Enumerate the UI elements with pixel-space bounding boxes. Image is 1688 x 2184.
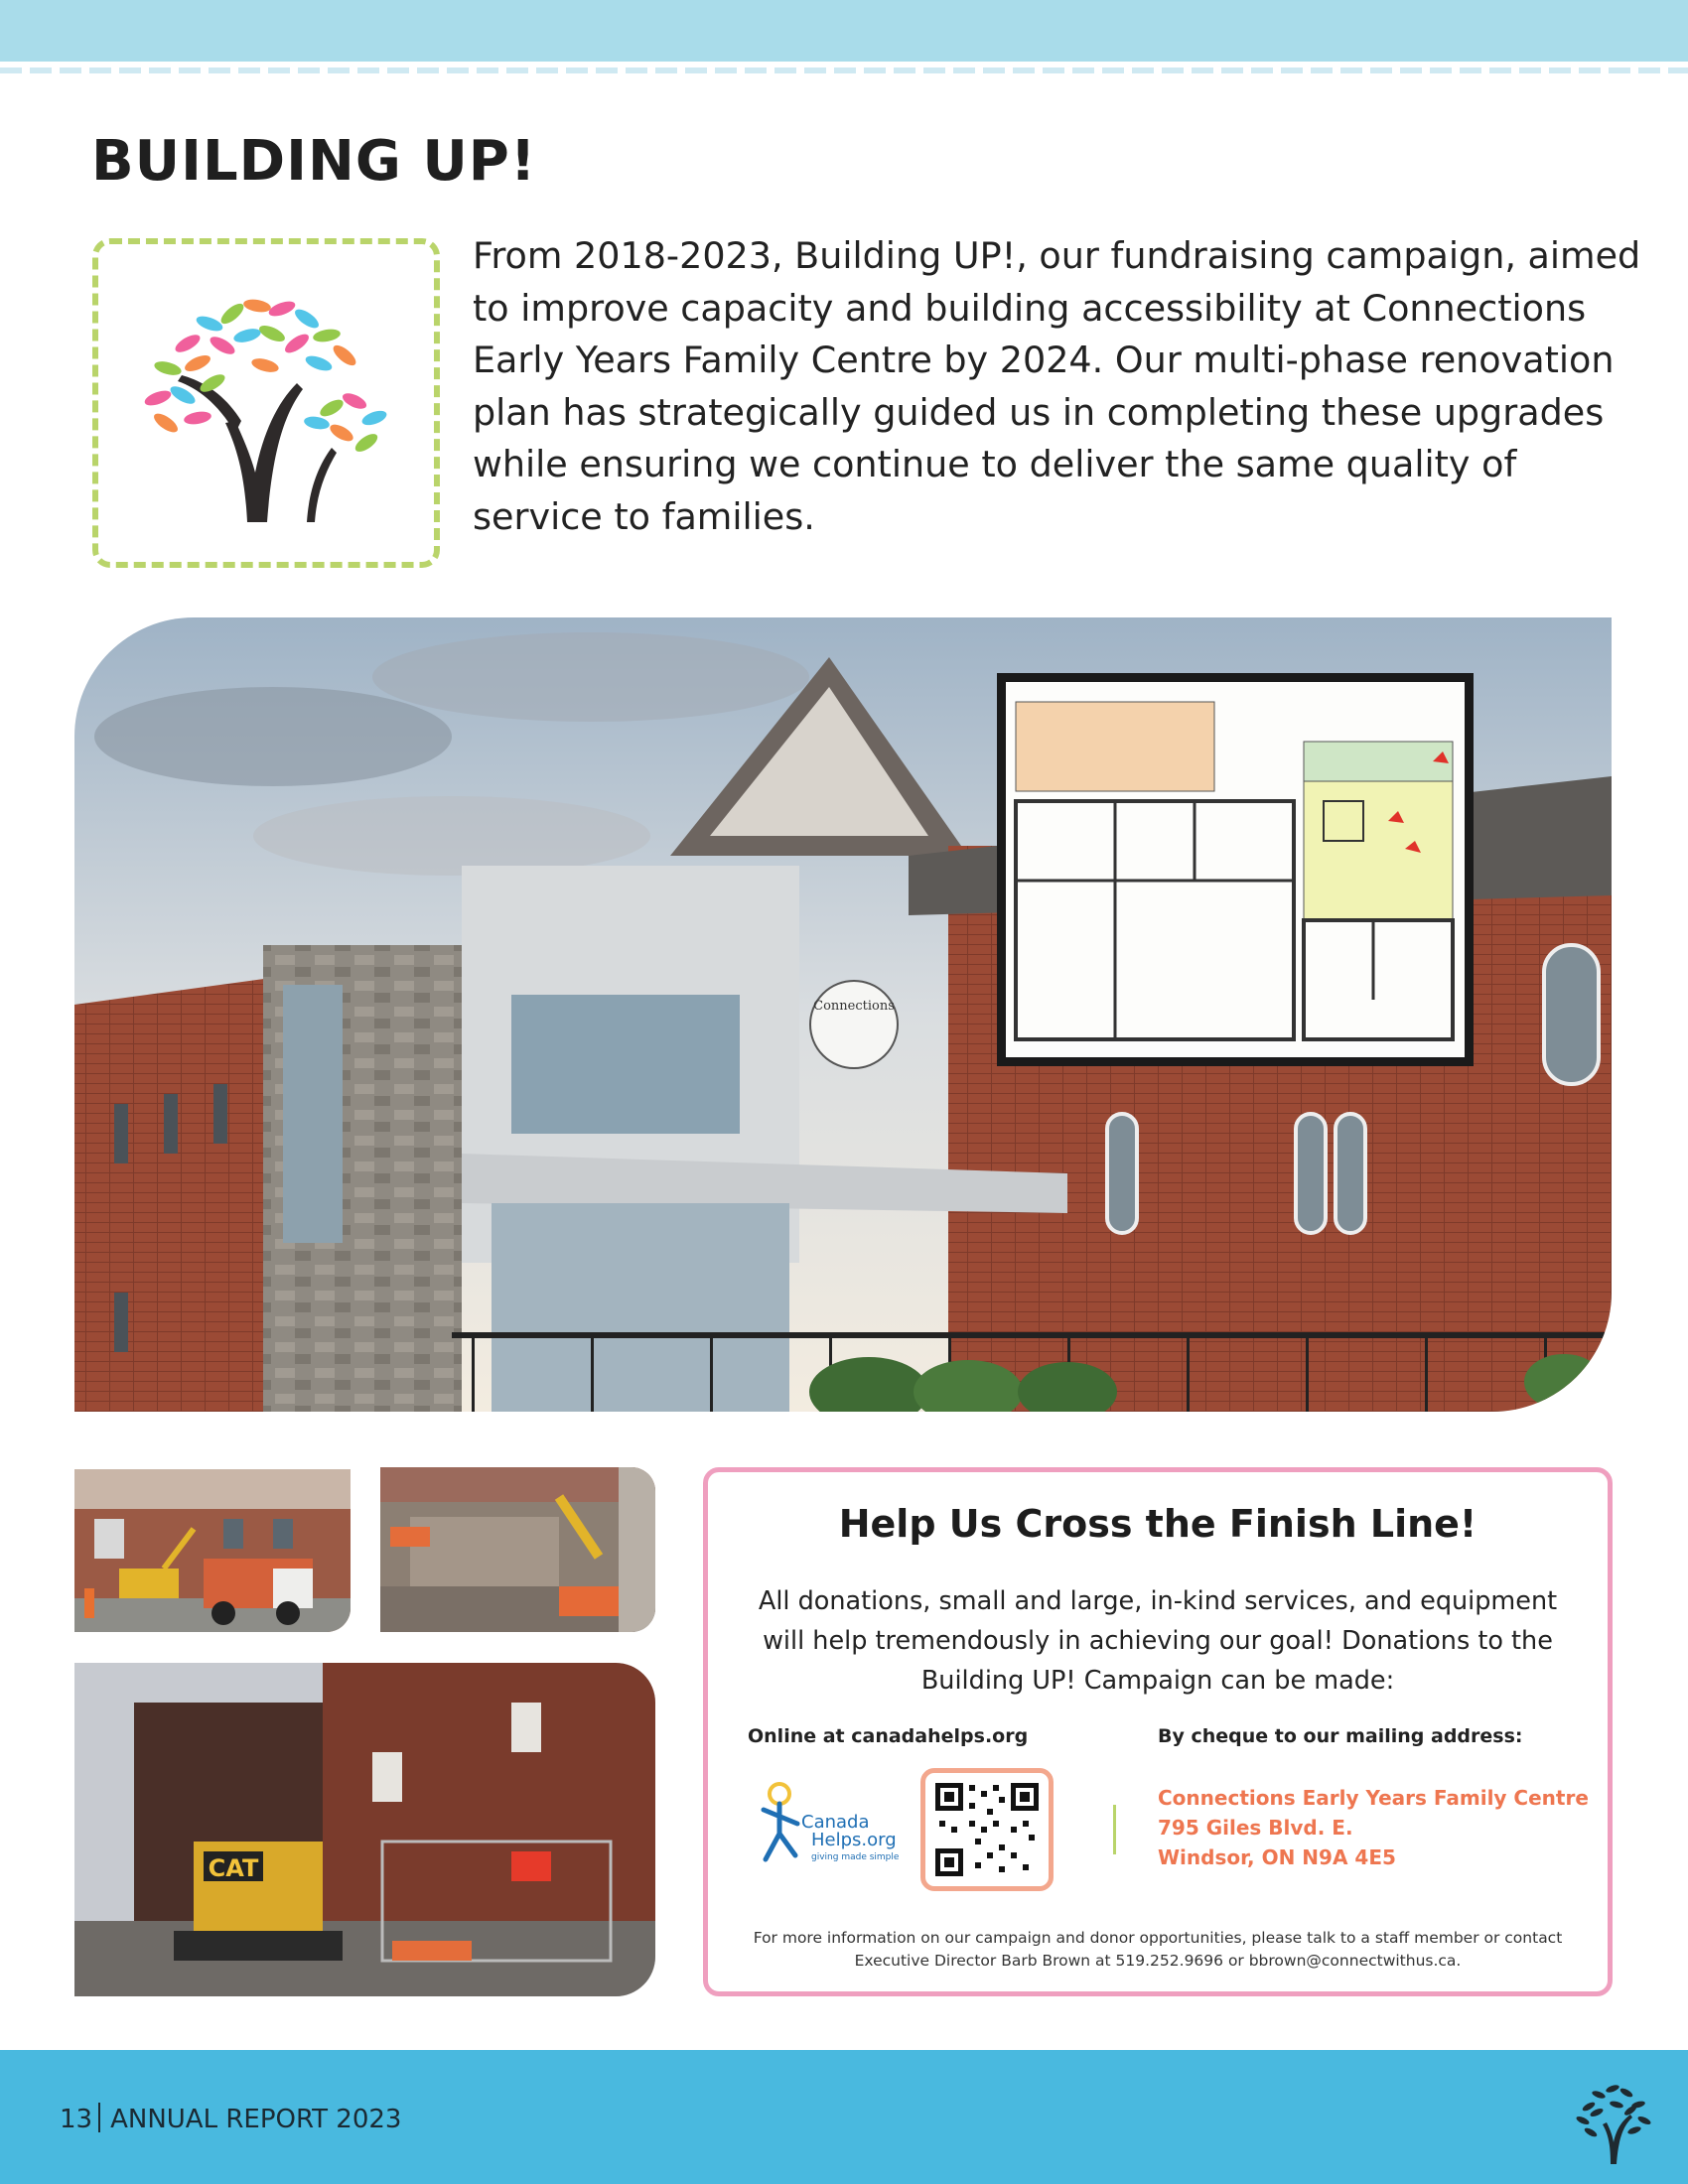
donation-heading: Help Us Cross the Finish Line! bbox=[838, 1502, 1477, 1546]
connections-sign: Connections bbox=[813, 999, 895, 1014]
page-footer-label bbox=[60, 2103, 401, 2134]
mailing-address bbox=[1158, 1783, 1589, 1872]
footer-separator bbox=[98, 2103, 100, 2132]
address-divider bbox=[1113, 1805, 1116, 1854]
svg-text:giving made simple: giving made simple bbox=[811, 1852, 899, 1862]
construction-photo-cat-excavator bbox=[74, 1663, 655, 1996]
svg-text:Canada: Canada bbox=[801, 1812, 870, 1833]
colorful-tree-logo bbox=[128, 284, 416, 532]
page-number: 13 bbox=[60, 2105, 93, 2134]
online-donation-label: Online at canadahelps.org bbox=[748, 1725, 1029, 1747]
canadahelps-logo[interactable] bbox=[750, 1780, 899, 1869]
address-line-2: 795 Giles Blvd. E. bbox=[1158, 1816, 1353, 1840]
contact-note: For more information on our campaign and donor opportunities, please talk to a staff member or contact Executive Director Barb Brown at 519.252.9696 or bbrown@connectwithus.ca. bbox=[753, 1929, 1563, 1970]
donation-panel bbox=[703, 1467, 1613, 1996]
page-title: BUILDING UP! bbox=[91, 129, 537, 194]
address-line-3: Windsor, ON N9A 4E5 bbox=[1158, 1845, 1396, 1869]
donation-qr-code[interactable] bbox=[920, 1768, 1054, 1891]
construction-photo-excavator-truck bbox=[74, 1469, 351, 1632]
donation-body: All donations, small and large, in-kind services, and equipment will help tremendously in achieving our goal! Donations to the Building UP! Campaign can be made: bbox=[758, 1586, 1558, 1696]
intro-paragraph: From 2018-2023, Building UP!, our fundraising campaign, aimed to improve capacity and building accessibility at Connections Early Years Family Centre by 2024. Our multi-phase renovation plan has strategically guided us in completing these upgrades while ensuring we continue to deliver the same quality of service to families. bbox=[473, 234, 1641, 538]
footer-tree-icon bbox=[1569, 2077, 1658, 2166]
svg-text:CAT: CAT bbox=[208, 1854, 259, 1882]
top-dashed-rule bbox=[0, 68, 1688, 73]
construction-photo-excavation-site bbox=[380, 1467, 655, 1632]
svg-text:Helps.org: Helps.org bbox=[811, 1830, 897, 1850]
tree-logo-frame bbox=[92, 238, 440, 568]
address-line-1: Connections Early Years Family Centre bbox=[1158, 1786, 1589, 1810]
floor-plan-inset bbox=[997, 673, 1474, 1066]
top-band bbox=[0, 0, 1688, 62]
report-label: ANNUAL REPORT 2023 bbox=[110, 2105, 402, 2134]
cheque-donation-label: By cheque to our mailing address: bbox=[1158, 1725, 1523, 1747]
